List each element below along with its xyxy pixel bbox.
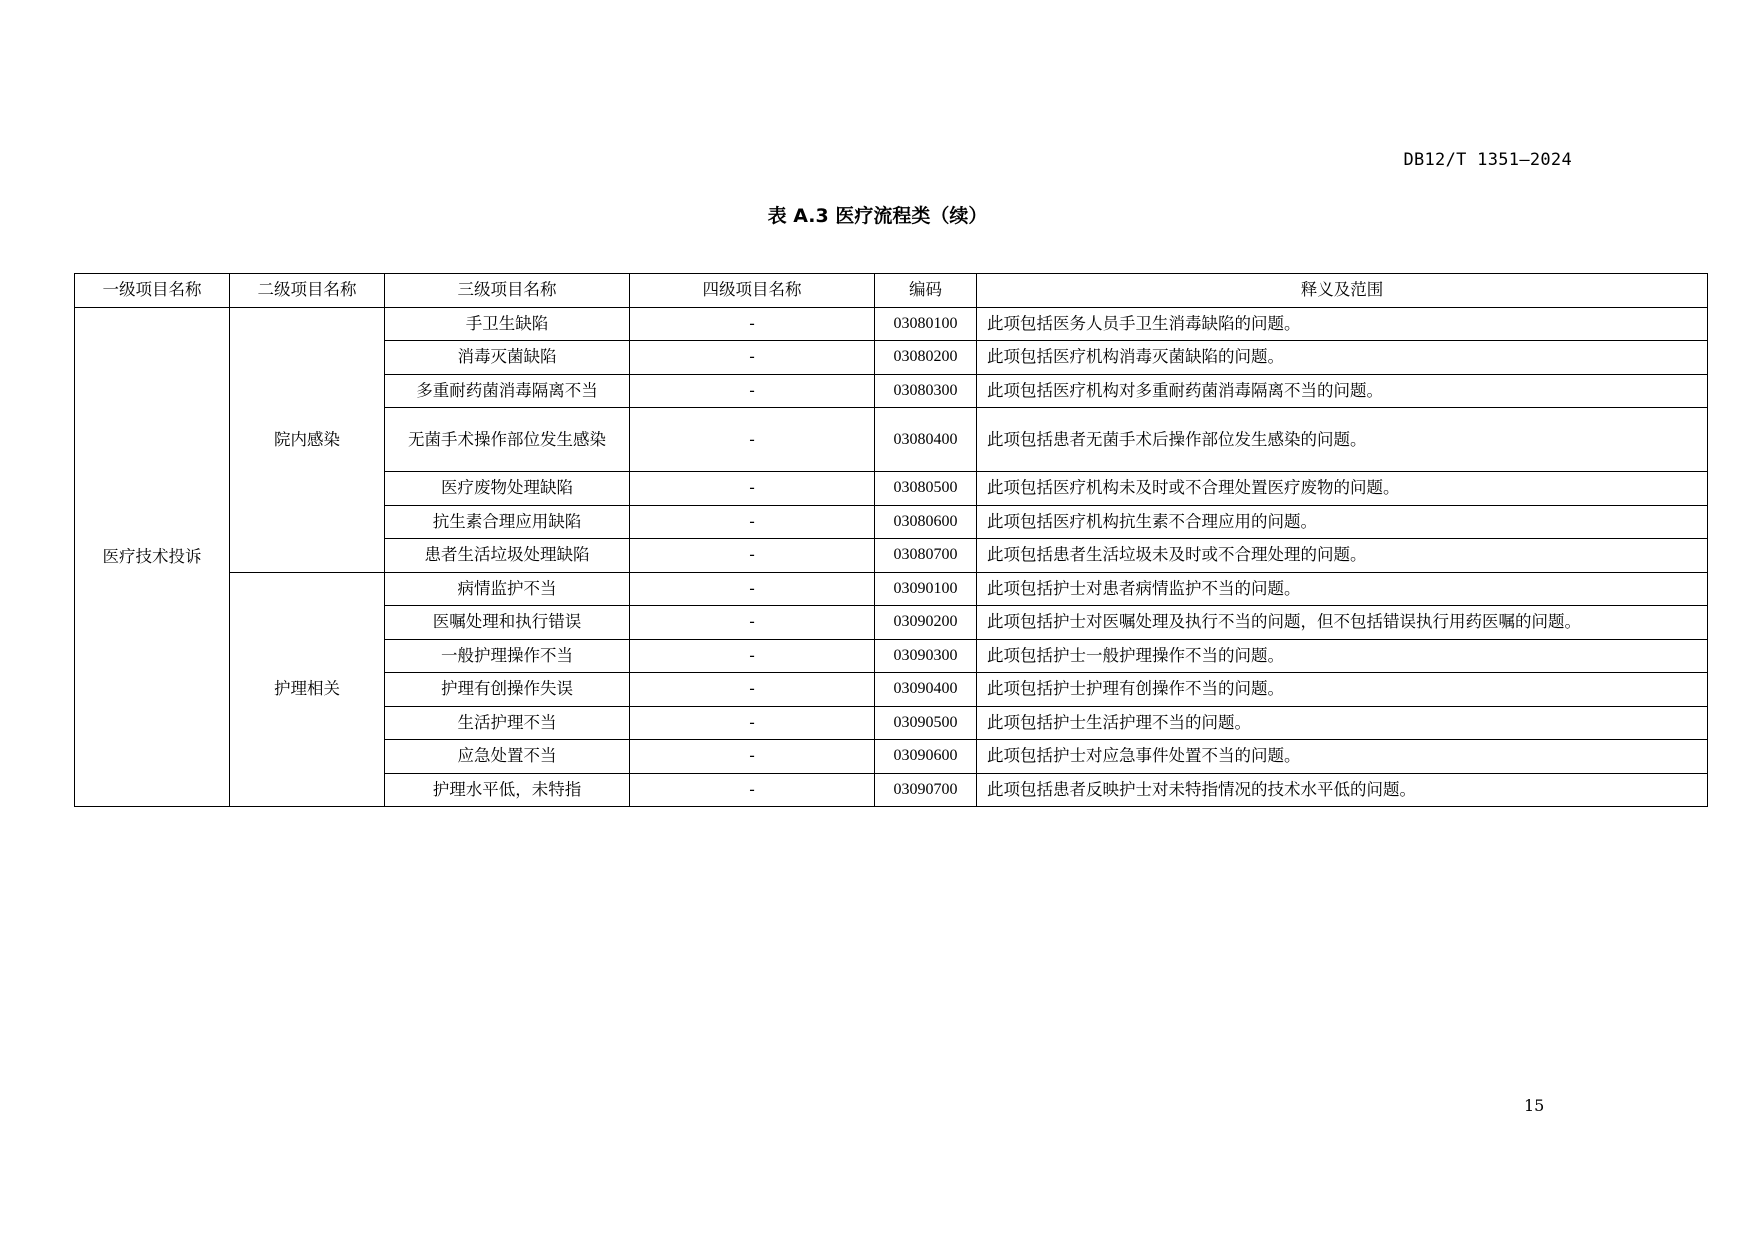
code-cell: 03080300	[875, 374, 977, 408]
code-cell: 03090500	[875, 706, 977, 740]
column-header: 一级项目名称	[75, 274, 230, 308]
table-row	[75, 572, 1708, 606]
level4-cell: -	[630, 773, 875, 807]
description-cell: 此项包括护士生活护理不当的问题。	[977, 706, 1708, 740]
level4-cell: -	[630, 740, 875, 774]
level4-cell: -	[630, 374, 875, 408]
level3-cell: 手卫生缺陷	[385, 307, 630, 341]
level3-cell: 患者生活垃圾处理缺陷	[385, 539, 630, 573]
level1-cell: 医疗技术投诉	[75, 307, 230, 807]
code-cell: 03090700	[875, 773, 977, 807]
description-cell: 此项包括医疗机构消毒灭菌缺陷的问题。	[977, 341, 1708, 375]
description-cell: 此项包括患者反映护士对未特指情况的技术水平低的问题。	[977, 773, 1708, 807]
code-cell: 03090200	[875, 606, 977, 640]
description-cell: 此项包括医疗机构未及时或不合理处置医疗废物的问题。	[977, 472, 1708, 506]
level4-cell: -	[630, 341, 875, 375]
level4-cell: -	[630, 408, 875, 472]
description-cell: 此项包括护士一般护理操作不当的问题。	[977, 639, 1708, 673]
table-header-row	[75, 274, 1708, 308]
description-cell: 此项包括患者生活垃圾未及时或不合理处理的问题。	[977, 539, 1708, 573]
document-code: DB12/T 1351—2024	[1403, 150, 1572, 170]
level3-cell: 无菌手术操作部位发生感染	[385, 408, 630, 472]
level4-cell: -	[630, 539, 875, 573]
column-header: 释义及范围	[977, 274, 1708, 308]
level2-cell: 院内感染	[230, 307, 385, 572]
level3-cell: 医疗废物处理缺陷	[385, 472, 630, 506]
level3-cell: 生活护理不当	[385, 706, 630, 740]
code-cell: 03090300	[875, 639, 977, 673]
level3-cell: 护理水平低，未特指	[385, 773, 630, 807]
column-header: 二级项目名称	[230, 274, 385, 308]
level4-cell: -	[630, 572, 875, 606]
description-cell: 此项包括护士对医嘱处理及执行不当的问题，但不包括错误执行用药医嘱的问题。	[977, 606, 1708, 640]
level3-cell: 护理有创操作失误	[385, 673, 630, 707]
column-header: 四级项目名称	[630, 274, 875, 308]
page-number: 15	[1524, 1096, 1545, 1115]
code-cell: 03080100	[875, 307, 977, 341]
description-cell: 此项包括护士对患者病情监护不当的问题。	[977, 572, 1708, 606]
level4-cell: -	[630, 706, 875, 740]
code-cell: 03080600	[875, 505, 977, 539]
level3-cell: 多重耐药菌消毒隔离不当	[385, 374, 630, 408]
level3-cell: 医嘱处理和执行错误	[385, 606, 630, 640]
level3-cell: 一般护理操作不当	[385, 639, 630, 673]
level3-cell: 消毒灭菌缺陷	[385, 341, 630, 375]
level4-cell: -	[630, 307, 875, 341]
code-cell: 03080200	[875, 341, 977, 375]
code-cell: 03080700	[875, 539, 977, 573]
level3-cell: 抗生素合理应用缺陷	[385, 505, 630, 539]
description-cell: 此项包括护士护理有创操作不当的问题。	[977, 673, 1708, 707]
code-cell: 03090400	[875, 673, 977, 707]
description-cell: 此项包括护士对应急事件处置不当的问题。	[977, 740, 1708, 774]
code-cell: 03090600	[875, 740, 977, 774]
column-header: 三级项目名称	[385, 274, 630, 308]
description-cell: 此项包括患者无菌手术后操作部位发生感染的问题。	[977, 408, 1708, 472]
level4-cell: -	[630, 505, 875, 539]
description-cell: 此项包括医务人员手卫生消毒缺陷的问题。	[977, 307, 1708, 341]
level4-cell: -	[630, 673, 875, 707]
level3-cell: 病情监护不当	[385, 572, 630, 606]
code-cell: 03080500	[875, 472, 977, 506]
description-cell: 此项包括医疗机构抗生素不合理应用的问题。	[977, 505, 1708, 539]
table-title: 表 A.3 医疗流程类（续）	[767, 205, 988, 227]
level3-cell: 应急处置不当	[385, 740, 630, 774]
level4-cell: -	[630, 472, 875, 506]
column-header: 编码	[875, 274, 977, 308]
table-row	[75, 307, 1708, 341]
level2-cell: 护理相关	[230, 572, 385, 807]
level4-cell: -	[630, 606, 875, 640]
code-cell: 03090100	[875, 572, 977, 606]
code-cell: 03080400	[875, 408, 977, 472]
description-cell: 此项包括医疗机构对多重耐药菌消毒隔离不当的问题。	[977, 374, 1708, 408]
level4-cell: -	[630, 639, 875, 673]
classification-table	[74, 273, 1708, 807]
